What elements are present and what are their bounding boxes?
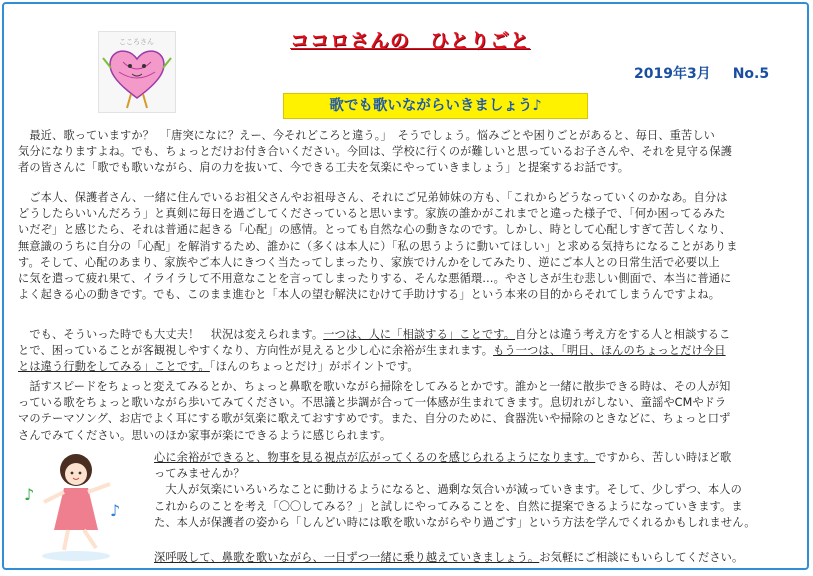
text-line: これからのことを考え「〇〇してみる？」と試しにやってみることを、自然に提案できるようになっていきます。ま [154, 499, 743, 513]
text-line [18, 327, 730, 343]
paragraph-6 [154, 550, 743, 566]
text-span: 「ほんのちょっとだけ」がポイントです。 [209, 360, 419, 374]
dancing-girl-icon [18, 444, 138, 564]
text-line: いだぞ」と感じたら、それは普通に起きる「心配」の感情。とっても自然な心の動きなのです。しかし、時として心配しすぎて苦しくなり、 [18, 223, 732, 237]
dancing-girl-illustration [18, 444, 138, 564]
text-line: どうしたらいいんだろう」と真剣に毎日を過ごしてくださっていると思います。家族の誰かがこれまでと違った様子で、「何か困ってるみた [18, 207, 726, 221]
text-span: 自分とは違う考え方をする人と相談するこ [515, 328, 731, 341]
text-span: でも、そういった時でも大丈夫！ 状況は変えられます。 [18, 328, 324, 341]
text-line: っている歌をちょっと歌いながら歩いてみてください。不思議と歩調が合って一体感が生まれてきます。息切れがしない、童謡やCMやドラ [18, 396, 727, 410]
heart-character-logo-icon [98, 31, 176, 113]
paragraph-2 [18, 190, 738, 303]
logo-handwriting: こころさん [119, 38, 154, 46]
text-line [154, 450, 756, 466]
issue-number: No.5 [732, 66, 770, 82]
issue-date-line [634, 63, 769, 83]
headline-banner: 歌でも歌いながらいきましょう♪ [283, 93, 588, 119]
text-line: 者の皆さんに「歌でも歌いながら、肩の力を抜いて、今できる工夫を気楽にやっていきましょう」と提案するお話です。 [18, 161, 630, 175]
newsletter-page [2, 2, 809, 570]
text-line: に気を遣って疲れ果て、イライラして不用意なことを言ってしまったりする、そんな悪循環…。やさしさが生む悲しい側面で、本当に普通に [18, 272, 732, 286]
svg-text:♪: ♪ [24, 485, 35, 504]
underlined-text: 一つは、人に「相談する」ことです。 [323, 328, 516, 341]
underlined-text: 深呼吸して、鼻歌を歌いながら、一日ずつ一緒に乗り越えていきましょう。 [154, 551, 540, 564]
newsletter-title: ココロさんの ひとりごと [290, 30, 531, 52]
heart-character-drawing [99, 32, 175, 112]
text-line: 大人が気楽にいろいろなことに動けるようになると、過剰な気合いが減っていきます。そして、少しずつ、本人の [154, 483, 742, 497]
text-line: さんでみてください。思いのほか家事が楽にできるように感じられます。 [18, 428, 392, 442]
underlined-text: 心に余裕ができると、物事を見る視点が広がってくるのを感じられるようになります。 [154, 451, 596, 464]
text-line [18, 359, 730, 375]
text-line: 無意識のうちに自分の「心配」を解消するため、誰かに（多くは本人に）「私の思うように動いてほしい」と求める気持ちになることがありま [18, 239, 738, 253]
text-line: ってみませんか？ [154, 467, 245, 481]
paragraph-3 [18, 327, 730, 376]
text-line: 話すスピードをちょっと変えてみるとか、ちょっと鼻歌を歌いながら掃除をしてみるとかです。誰かと一緒に散歩できる時は、その人が知 [18, 380, 731, 393]
text-span: お気軽にご相談にもいらしてください。 [539, 551, 744, 564]
paragraph-5 [154, 450, 756, 531]
underlined-text: もう一つは、「明日、ほんのちょっとだけ今日 [493, 344, 726, 358]
text-line: マのテーマソング、お店でよく耳にする歌が気楽に歌えておすすめです。また、自分のために、食器洗いや掃除のときなどに、ちょっと口ず [18, 412, 731, 426]
underlined-text: とは違う行動をしてみる」ことです。 [18, 360, 210, 374]
text-span: とで、困っていることが客観視しやすくなり、方向性が見えると少し心に余裕が生まれます。 [18, 344, 494, 358]
text-line: 気分になりますよね。でも、ちょっとだけお付き合いください。今回は、学校に行くのが難しいと思っているお子さんや、それを見守る保護 [18, 145, 733, 159]
svg-text:♪: ♪ [110, 501, 121, 520]
paragraph-4 [18, 379, 730, 444]
text-line: 最近、歌っていますか？ 「唐突になに？えー、今それどころと違う。」 そうでしょう。悩みごとや困りごとがあると、毎日、重苦しい [18, 129, 716, 142]
text-span: ですから、苦しい時ほど歌 [595, 451, 732, 464]
issue-date: 2019年3月 [634, 66, 711, 82]
paragraph-1 [18, 128, 732, 177]
text-line: す。そして、心配のあまり、家族やご本人にきつく当たってしまったり、家族でけんかをしてみたり、逆にご本人との日常生活で必要以上 [18, 255, 720, 269]
text-line: た、本人が保護者の姿から「しんどい時には歌を歌いながらやり過ごす」という方法を学んでくれるかもしれません。 [154, 515, 756, 529]
text-line [18, 343, 730, 359]
text-line: よく起きる心の動きです。でも、このまま進むと「本人の望む解決にむけて手助けする」という本来の目的からそれてしまうんですよね。 [18, 288, 721, 302]
text-line: ご本人、保護者さん、一緒に住んでいるお祖父さんやお祖母さん、それにご兄弟姉妹の方も、「これからどうなっていくのかなあ。自分は [18, 191, 728, 204]
